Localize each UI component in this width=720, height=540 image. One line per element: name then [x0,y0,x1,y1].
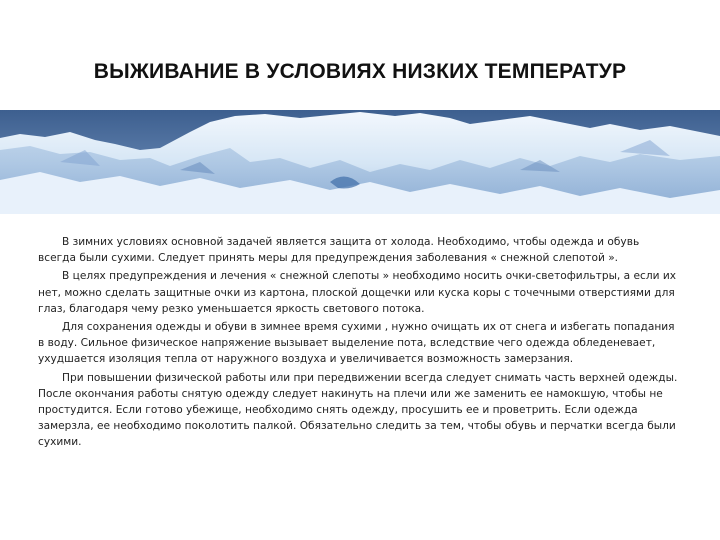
paragraph-2: В целях предупреждения и лечения « снежной слепоты » необходимо носить очки-светофильтры, а если их нет, можно сделать защитные очки из картона, плоской дощечки или куска коры с точечными отверстиями для глаз, благодаря чему резко уменьшается яркость светового потока. [38,270,677,315]
paragraph-1: В зимних условиях основной задачей является защита от холода. Необходимо, чтобы одежда и обувь всегда были сухими. Следует принять меры для предупреждения заболевания « снежной слепотой ». [38,236,640,265]
paragraph-4: При повышении физической работы или при передвижении всегда следует снимать часть верхней одежды. После окончания работы снятую одежду следует накинуть на плечи или же заменить ее намокшую, чтобы не простудится. Если готово убежище, необходимо снять одежду, просушить ее и проветрить. Если одежда замерзла, ее необходимо поколотить палкой. Обязательно следить за тем, чтобы обувь и перчатки всегда были сухими. [38,371,678,449]
body-text [38,234,678,451]
glacier-banner-image [0,110,720,214]
slide-title: ВЫЖИВАНИЕ В УСЛОВИЯХ НИЗКИХ ТЕМПЕРАТУР [93,60,627,83]
paragraph-3: Для сохранения одежды и обуви в зимнее время сухими , нужно очищать их от снега и избегать попадания в воду. Сильное физическое напряжение вызывает выделение пота, вследствие чего одежда обледеневает, ухудшается изоляция тепла от наружного воздуха и увеличивается возможность замерзания. [38,321,675,366]
